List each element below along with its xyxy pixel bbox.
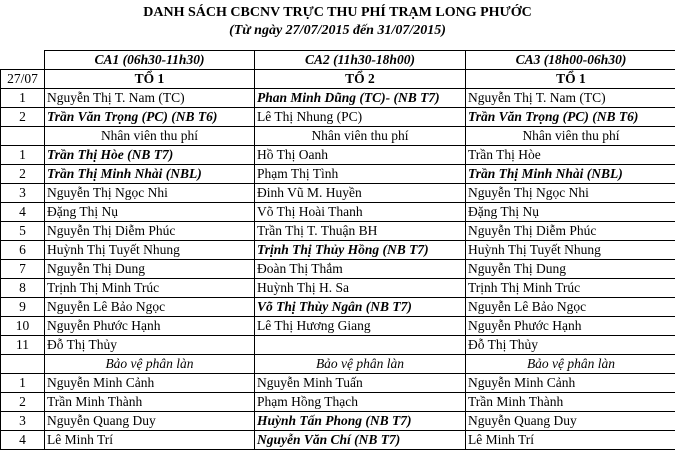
ca1-name-cell: Trần Văn Trọng (PC) (NB T6) xyxy=(45,108,255,127)
ca2-name-cell: Hồ Thị Oanh xyxy=(255,146,466,165)
ca2-name-cell: Phan Minh Dũng (TC)- (NB T7) xyxy=(255,89,466,108)
ca1-name-cell: Trần Minh Thành xyxy=(45,393,255,412)
table-row xyxy=(1,374,675,393)
row-number-cell: 3 xyxy=(1,184,45,203)
ca3-name-cell: Nguyễn Thị Ngọc Nhi xyxy=(466,184,675,203)
ca1-name-cell: Trần Thị Minh Nhài (NBL) xyxy=(45,165,255,184)
ca2-name-cell: Nhân viên thu phí xyxy=(255,127,466,146)
row-number-cell: 9 xyxy=(1,298,45,317)
ca2-name-cell: Lê Thị Nhung (PC) xyxy=(255,108,466,127)
ca1-name-cell: Trần Thị Hòe (NB T7) xyxy=(45,146,255,165)
schedule-table xyxy=(0,50,675,450)
row-number-cell: 8 xyxy=(1,279,45,298)
ca1-name-cell: Nguyễn Phước Hạnh xyxy=(45,317,255,336)
row-number-cell xyxy=(1,355,45,374)
row-number-cell: 2 xyxy=(1,393,45,412)
ca1-name-cell: Nhân viên thu phí xyxy=(45,127,255,146)
ca1-name-cell: Nguyễn Thị Ngọc Nhi xyxy=(45,184,255,203)
table-row xyxy=(1,298,675,317)
ca2-name-cell: Huỳnh Tấn Phong (NB T7) xyxy=(255,412,466,431)
ca2-name-cell: Đoàn Thị Thắm xyxy=(255,260,466,279)
ca2-name-cell: Võ Thị Hoài Thanh xyxy=(255,203,466,222)
ca3-name-cell: Nhân viên thu phí xyxy=(466,127,675,146)
ca3-name-cell: Đặng Thị Nụ xyxy=(466,203,675,222)
row-number-cell: 4 xyxy=(1,203,45,222)
ca3-name-cell: Trần Thị Minh Nhài (NBL) xyxy=(466,165,675,184)
row-number-cell: 1 xyxy=(1,146,45,165)
ca2-name-cell xyxy=(255,336,466,355)
ca2-name-cell: Trần Thị T. Thuận BH xyxy=(255,222,466,241)
team-row xyxy=(1,70,675,89)
date-cell: 27/07 xyxy=(1,70,45,89)
table-row xyxy=(1,279,675,298)
ca1-name-cell: Đặng Thị Nụ xyxy=(45,203,255,222)
team-ca1: TỔ 1 xyxy=(45,70,255,89)
row-number-cell: 1 xyxy=(1,89,45,108)
team-ca3: TỔ 1 xyxy=(466,70,675,89)
corner-cell xyxy=(1,51,45,70)
table-row xyxy=(1,108,675,127)
table-row xyxy=(1,336,675,355)
shift-header-ca3: CA3 (18h00-06h30) xyxy=(466,51,675,70)
ca3-name-cell: Lê Minh Trí xyxy=(466,431,675,450)
ca2-name-cell: Nguyễn Văn Chí (NB T7) xyxy=(255,431,466,450)
ca2-name-cell: Lê Thị Hương Giang xyxy=(255,317,466,336)
ca3-name-cell: Bảo vệ phân làn xyxy=(466,355,675,374)
ca2-name-cell: Đinh Vũ M. Huyền xyxy=(255,184,466,203)
table-row xyxy=(1,241,675,260)
shift-header-ca1: CA1 (06h30-11h30) xyxy=(45,51,255,70)
row-number-cell: 3 xyxy=(1,412,45,431)
table-row xyxy=(1,431,675,450)
ca2-name-cell: Phạm Thị Tình xyxy=(255,165,466,184)
ca2-name-cell: Huỳnh Thị H. Sa xyxy=(255,279,466,298)
table-row xyxy=(1,184,675,203)
row-number-cell: 5 xyxy=(1,222,45,241)
row-number-cell: 2 xyxy=(1,165,45,184)
row-number-cell: 7 xyxy=(1,260,45,279)
ca3-name-cell: Nguyễn Quang Duy xyxy=(466,412,675,431)
table-row xyxy=(1,146,675,165)
ca1-name-cell: Nguyễn Minh Cảnh xyxy=(45,374,255,393)
ca1-name-cell: Nguyễn Quang Duy xyxy=(45,412,255,431)
table-row xyxy=(1,260,675,279)
ca3-name-cell: Trần Thị Hòe xyxy=(466,146,675,165)
shift-header-ca2: CA2 (11h30-18h00) xyxy=(255,51,466,70)
ca3-name-cell: Trần Minh Thành xyxy=(466,393,675,412)
ca1-name-cell: Nguyễn Thị Dung xyxy=(45,260,255,279)
document-title: DANH SÁCH CBCNV TRỰC THU PHÍ TRẠM LONG PHƯỚC xyxy=(143,5,532,20)
table-row xyxy=(1,222,675,241)
table-row xyxy=(1,203,675,222)
ca2-name-cell: Võ Thị Thùy Ngân (NB T7) xyxy=(255,298,466,317)
row-number-cell: 11 xyxy=(1,336,45,355)
ca3-name-cell: Nguyễn Thị Diễm Phúc xyxy=(466,222,675,241)
ca3-name-cell: Nguyễn Phước Hạnh xyxy=(466,317,675,336)
row-number-cell xyxy=(1,127,45,146)
row-number-cell: 1 xyxy=(1,374,45,393)
ca1-name-cell: Lê Minh Trí xyxy=(45,431,255,450)
ca1-name-cell: Bảo vệ phân làn xyxy=(45,355,255,374)
ca3-name-cell: Nguyễn Lê Bảo Ngọc xyxy=(466,298,675,317)
table-row xyxy=(1,127,675,146)
ca3-name-cell: Trần Văn Trọng (PC) (NB T6) xyxy=(466,108,675,127)
team-ca2: TỔ 2 xyxy=(255,70,466,89)
ca3-name-cell: Trịnh Thị Minh Trúc xyxy=(466,279,675,298)
ca1-name-cell: Nguyễn Thị T. Nam (TC) xyxy=(45,89,255,108)
ca2-name-cell: Phạm Hồng Thạch xyxy=(255,393,466,412)
ca3-name-cell: Nguyễn Thị Dung xyxy=(466,260,675,279)
table-row xyxy=(1,355,675,374)
row-number-cell: 4 xyxy=(1,431,45,450)
ca2-name-cell: Bảo vệ phân làn xyxy=(255,355,466,374)
row-number-cell: 6 xyxy=(1,241,45,260)
ca1-name-cell: Nguyễn Lê Bảo Ngọc xyxy=(45,298,255,317)
table-row xyxy=(1,393,675,412)
ca1-name-cell: Huỳnh Thị Tuyết Nhung xyxy=(45,241,255,260)
table-row xyxy=(1,412,675,431)
ca1-name-cell: Đỗ Thị Thủy xyxy=(45,336,255,355)
ca3-name-cell: Nguyễn Thị T. Nam (TC) xyxy=(466,89,675,108)
ca3-name-cell: Đỗ Thị Thủy xyxy=(466,336,675,355)
row-number-cell: 10 xyxy=(1,317,45,336)
ca3-name-cell: Huỳnh Thị Tuyết Nhung xyxy=(466,241,675,260)
table-row xyxy=(1,165,675,184)
table-row xyxy=(1,89,675,108)
ca1-name-cell: Trịnh Thị Minh Trúc xyxy=(45,279,255,298)
document-subtitle: (Từ ngày 27/07/2015 đến 31/07/2015) xyxy=(229,23,446,38)
shift-header-row xyxy=(1,51,675,70)
ca3-name-cell: Nguyễn Minh Cảnh xyxy=(466,374,675,393)
row-number-cell: 2 xyxy=(1,108,45,127)
table-row xyxy=(1,317,675,336)
ca2-name-cell: Trịnh Thị Thủy Hồng (NB T7) xyxy=(255,241,466,260)
ca1-name-cell: Nguyễn Thị Diễm Phúc xyxy=(45,222,255,241)
ca2-name-cell: Nguyễn Minh Tuấn xyxy=(255,374,466,393)
